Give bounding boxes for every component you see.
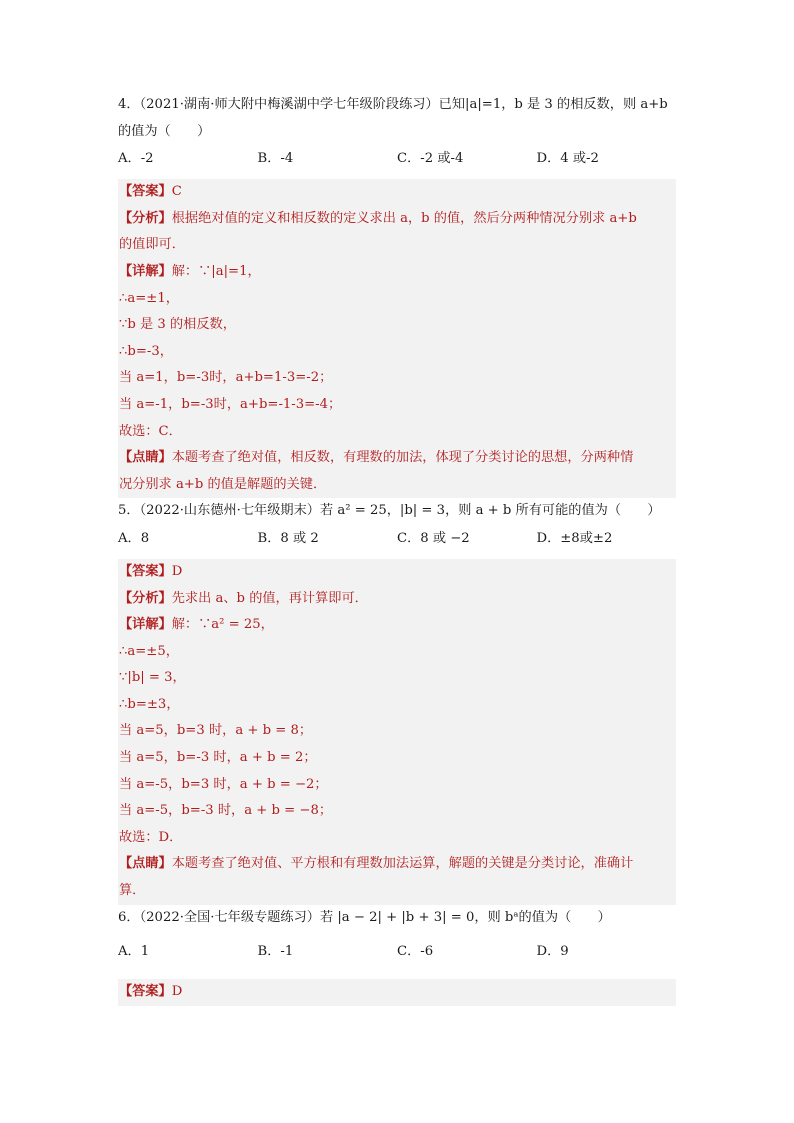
answer-line <box>118 979 676 1006</box>
detail-step: ∴b=±3， <box>119 696 180 712</box>
comment-label: 【点睛】 <box>119 856 172 872</box>
question-4 <box>118 92 676 498</box>
comment-text: 本题考查了绝对值、平方根和有理数加法运算，解题的关键是分类讨论，准确计 <box>171 856 634 872</box>
option-d: D．9 <box>536 944 569 960</box>
solution-box <box>118 559 676 905</box>
answer-line <box>118 559 676 586</box>
answer-label: 【答案】 <box>119 184 172 200</box>
detail-step: 当 a=5，b=-3 时，a + b = 2； <box>119 750 317 766</box>
detail-text: 解：∵a² = 25， <box>171 617 274 633</box>
question-list <box>118 92 676 1006</box>
answer-label: 【答案】 <box>119 563 172 579</box>
option-c: C．8 或 −2 <box>397 530 470 546</box>
option-a: A．8 <box>118 530 150 546</box>
answer-label: 【答案】 <box>119 984 172 1000</box>
answer-value: D <box>171 984 183 1000</box>
detail-line <box>118 612 676 639</box>
detail-label: 【详解】 <box>119 617 172 633</box>
option-c: C．-2 或-4 <box>397 151 464 167</box>
detail-step: ∴a=±1， <box>119 290 179 306</box>
detail-step: ∵b 是 3 的相反数， <box>119 317 236 333</box>
question-6 <box>118 905 676 1006</box>
option-a: A．-2 <box>118 151 154 167</box>
answer-line <box>118 179 676 206</box>
detail-step: 故选：D． <box>119 829 183 845</box>
detail-step: 故选：C． <box>119 423 182 439</box>
comment-line <box>118 445 676 472</box>
analysis-text: 先求出 a、b 的值，再计算即可． <box>171 590 368 606</box>
option-b: B．-1 <box>257 944 294 960</box>
comment-text-cont: 算． <box>119 883 146 899</box>
detail-line <box>118 259 676 286</box>
comment-text-cont: 况分别求 a+b 的值是解题的关键． <box>119 476 327 492</box>
detail-step: 当 a=-5，b=3 时，a + b = −2； <box>119 776 328 792</box>
detail-step: ∵|b| = 3， <box>119 670 186 686</box>
option-d: D．±8或±2 <box>536 530 613 546</box>
solution-box <box>118 179 676 498</box>
detail-label: 【详解】 <box>119 263 172 279</box>
analysis-label: 【分析】 <box>119 210 172 226</box>
answer-value: D <box>171 563 183 579</box>
detail-step: 当 a=-1，b=-3时，a+b=-1-3=-4； <box>119 396 342 412</box>
solution-box <box>118 979 676 1006</box>
comment-text: 本题考查了绝对值，相反数，有理数的加法，体现了分类讨论的思想，分两种情 <box>171 450 634 466</box>
detail-step: ∴b=-3， <box>119 343 173 359</box>
option-b: B．-4 <box>257 151 294 167</box>
options-row <box>118 145 676 173</box>
question-stem: 4．（2021·湖南·师大附中梅溪湖中学七年级阶段练习）已知|a|=1，b 是 3 的相反数，则 a+b <box>118 97 668 112</box>
comment-label: 【点睛】 <box>119 450 172 466</box>
comment-line <box>118 851 676 878</box>
question-stem-cont: 的值为（ ） <box>118 123 211 139</box>
question-stem: 6．（2022·全国·七年级专题练习）若 |a − 2| + |b + 3| = 0，则 bᵃ的值为（ ） <box>118 909 611 925</box>
analysis-line <box>118 586 676 613</box>
detail-text: 解：∵|a|=1， <box>171 263 261 279</box>
analysis-text-cont: 的值即可． <box>119 237 185 253</box>
options-row <box>118 938 676 966</box>
analysis-label: 【分析】 <box>119 590 172 606</box>
option-a: A．1 <box>118 944 150 960</box>
question-stem: 5．（2022·山东德州·七年级期末）若 a² = 25，|b| = 3，则 a + b 所有可能的值为（ ） <box>118 503 661 519</box>
option-d: D．4 或-2 <box>536 151 599 167</box>
answer-value: C <box>171 184 182 200</box>
question-5 <box>118 498 676 904</box>
option-c: C．-6 <box>397 944 434 960</box>
analysis-text: 根据绝对值的定义和相反数的定义求出 a，b 的值，然后分两种情况分别求 a+b <box>171 210 637 226</box>
options-row <box>118 525 676 553</box>
detail-step: 当 a=1，b=-3时，a+b=1-3=-2； <box>119 370 333 386</box>
detail-step: 当 a=5，b=3 时，a + b = 8； <box>119 723 313 739</box>
detail-step: ∴a=±5， <box>119 643 179 659</box>
option-b: B．8 或 2 <box>257 530 319 546</box>
analysis-line <box>118 206 676 233</box>
detail-step: 当 a=-5，b=-3 时，a + b = −8； <box>119 803 333 819</box>
